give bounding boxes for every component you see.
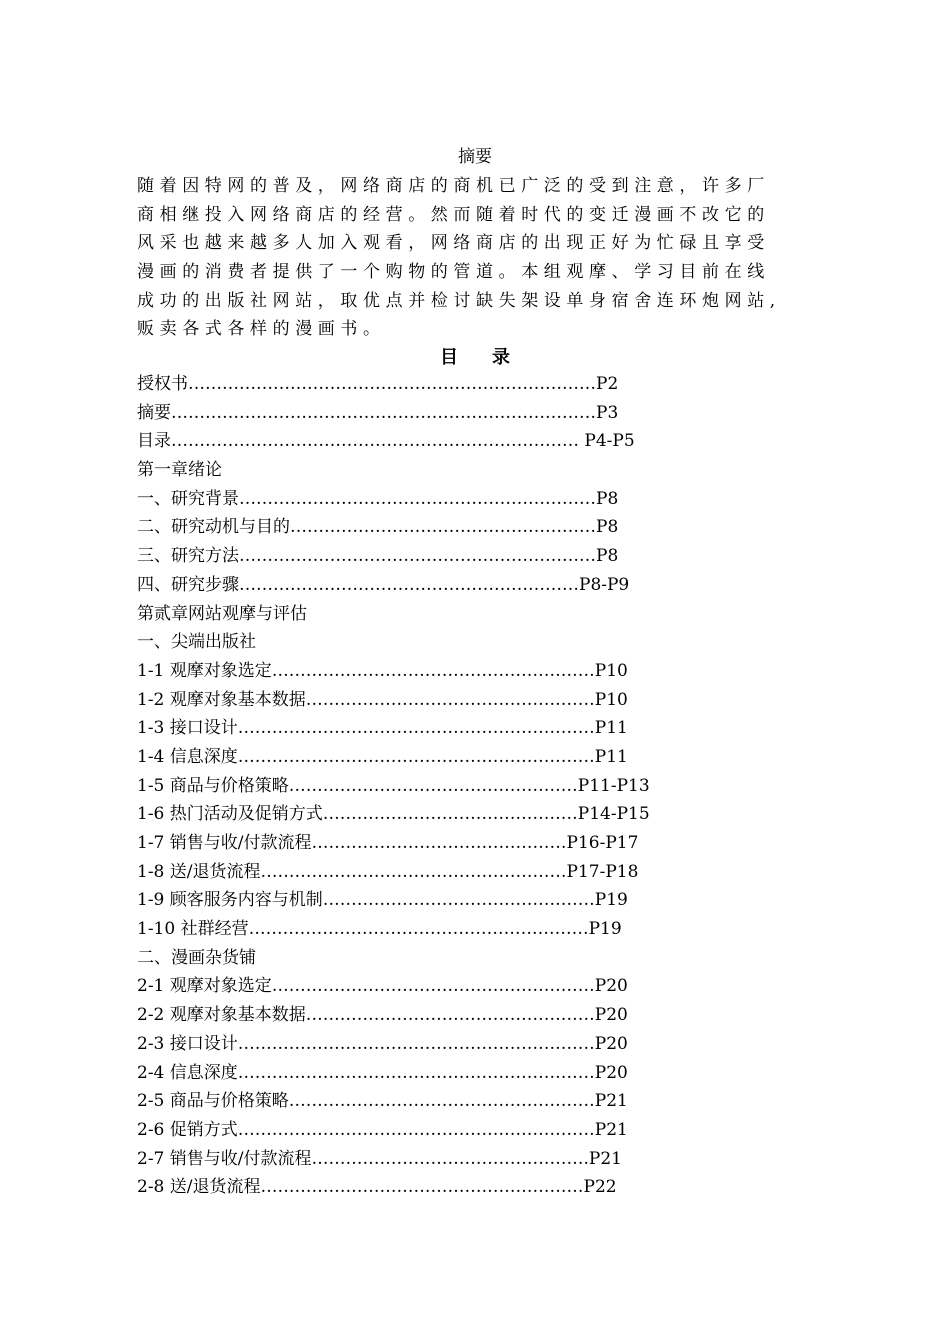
- toc-title: 目录: [440, 347, 544, 368]
- toc-entry: 2-3 接口设计………………………………………………………P20: [137, 1033, 628, 1054]
- toc-entry: 2-4 信息深度………………………………………………………P20: [137, 1062, 628, 1083]
- toc-entry: 1-10 社群经营……………………………………………………P19: [137, 919, 622, 940]
- abstract-line: 随着因特网的普及，网络商店的商机已广泛的受到注意，许多厂: [137, 176, 770, 196]
- toc-chapter-heading: 第一章绪论: [137, 460, 222, 481]
- table-of-contents: [137, 370, 657, 1202]
- toc-entry: 1-6 热门活动及促销方式………………………………………P14-P15: [137, 804, 650, 825]
- abstract-body: [137, 172, 817, 344]
- toc-entry: 2-6 促销方式………………………………………………………P21: [137, 1119, 628, 1140]
- toc-entry: 2-5 商品与价格策略………………………………………………P21: [137, 1091, 628, 1112]
- toc-entry: 1-1 观摩对象选定…………………………………………………P10: [137, 660, 628, 681]
- toc-entry: 四、研究步骤……………………………………………………P8-P9: [137, 574, 630, 595]
- toc-entry: 授权书………………………………………………………………P2: [137, 374, 619, 394]
- abstract-line: 贩卖各式各样的漫画书。: [137, 319, 386, 340]
- toc-entry: 1-2 观摩对象基本数据……………………………………………P10: [137, 689, 628, 710]
- abstract-title: 摘要: [458, 147, 492, 167]
- abstract-line: 商相继投入网络商店的经营。然而随着时代的变迁漫画不改它的: [137, 204, 770, 225]
- toc-entry: 1-4 信息深度………………………………………………………P11: [137, 746, 628, 767]
- toc-entry: 2-7 销售与收/付款流程………………………………………….P21: [137, 1148, 622, 1169]
- toc-entry: 摘要…………………………………………………………………P3: [137, 402, 619, 423]
- toc-chapter-heading: 第贰章网站观摩与评估: [137, 603, 307, 624]
- toc-entry: 1-5 商品与价格策略……………………………………………P11-P13: [137, 775, 650, 796]
- toc-entry: 1-3 接口设计………………………………………………………P11: [137, 718, 628, 739]
- toc-entry: 二、研究动机与目的………………………………………………P8: [137, 517, 619, 538]
- toc-entry: 1-7 销售与收/付款流程………………………………………P16-P17: [137, 833, 639, 853]
- toc-entry: 2-8 送/退货流程…………………………………………………P22: [137, 1177, 617, 1198]
- toc-entry: 目录……………………………………………………………… P4-P5: [137, 431, 635, 452]
- abstract-line: 风采也越来越多人加入观看，网络商店的出现正好为忙碌且享受: [137, 233, 770, 254]
- toc-section-heading: 二、漫画杂货铺: [137, 947, 256, 968]
- toc-entry: 2-2 观摩对象基本数据……………………………………………P20: [137, 1005, 628, 1026]
- toc-section-heading: 一、尖端出版社: [137, 632, 256, 653]
- toc-entry: 1-8 送/退货流程………………………………………………P17-P18: [137, 861, 639, 882]
- toc-entry: 2-1 观摩对象选定…………………………………………………P20: [137, 976, 628, 997]
- toc-entry: 一、研究背景………………………………………………………P8: [137, 488, 619, 509]
- abstract-line: 成功的出版社网站，取优点并检讨缺失架设单身宿舍连环炮网站,: [137, 290, 781, 311]
- abstract-line: 漫画的消费者提供了一个购物的管道。本组观摩、学习目前在线: [137, 262, 770, 283]
- toc-entry: 1-9 顾客服务内容与机制…………………………………………P19: [137, 890, 628, 911]
- toc-entry: 三、研究方法………………………………………………………P8: [137, 546, 619, 567]
